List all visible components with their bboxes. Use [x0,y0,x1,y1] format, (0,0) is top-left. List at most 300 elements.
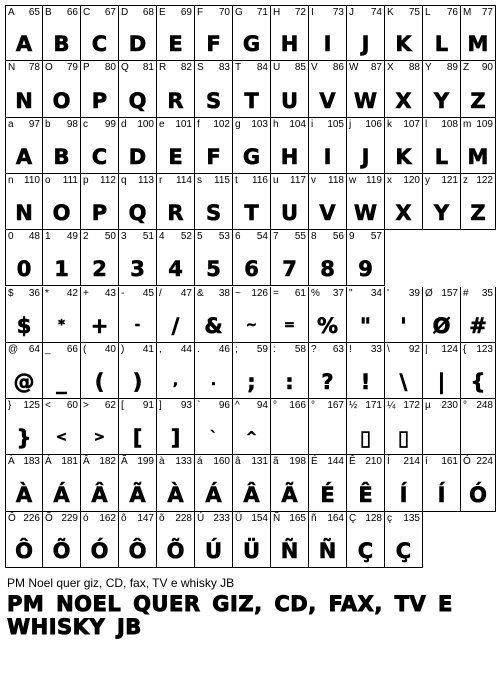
char-label: 1 [45,231,51,243]
glyph-sample: 2 [92,257,107,282]
glyph-sample: O [52,88,71,113]
char-cell [271,512,309,568]
glyph-sample: | [437,370,446,395]
char-label: J [349,7,354,18]
glyph-sample: H [280,144,299,169]
char-code: 80 [104,62,116,74]
char-code: 78 [28,62,40,74]
char-cell [271,5,309,61]
char-label: Y [425,62,432,74]
glyph-sample: ~ [246,317,257,333]
char-cell [157,399,195,455]
char-label: Ú [197,512,205,524]
char-cell [271,343,309,399]
char-cell [347,174,385,230]
char-cell [81,287,119,343]
char-cell [347,399,385,455]
glyph-sample: T [244,88,259,113]
char-label: q [121,174,127,186]
char-code: 131 [251,456,268,468]
char-cell [119,287,157,343]
glyph-sample: O [52,201,71,226]
char-cell [43,5,81,61]
char-cell [385,343,423,399]
char-cell [461,343,496,399]
glyph-sample: ; [247,370,256,395]
sample-text: PM NOEL QUER GIZ, CD, FAX, TV E WHISKY JB [7,592,453,639]
char-cell [461,287,496,343]
glyph-sample: Q [128,88,147,113]
char-code: 74 [370,7,382,18]
char-label: > [83,400,89,412]
char-code: 128 [365,512,382,524]
char-label: õ [159,512,165,524]
char-label: Q [121,62,129,74]
char-code: 42 [66,287,78,299]
char-cell [81,343,119,399]
glyph-sample: Í [437,482,446,507]
glyph-sample: X [395,88,412,113]
char-code: 41 [142,343,154,355]
char-label: ° [463,400,467,412]
glyph-sample: Á [53,482,70,507]
char-cell [195,118,233,174]
char-cell [385,61,423,117]
char-label: ~ [235,287,241,299]
char-code: 81 [142,62,154,74]
glyph-sample: S [205,88,222,113]
char-code: 182 [99,456,116,468]
glyph-sample: * [58,317,65,333]
char-code: 101 [175,118,192,130]
char-cell [195,174,233,230]
char-code: 172 [403,400,420,412]
glyph-sample: / [171,313,180,338]
glyph-sample: K [395,144,412,169]
char-code: 103 [251,118,268,130]
char-code: 133 [175,456,192,468]
glyph-sample: D [128,32,147,57]
char-code: 214 [403,456,420,468]
char-code: 181 [61,456,78,468]
glyph-sample: $ [16,313,32,338]
char-label: V [311,62,318,74]
char-code: 64 [28,343,40,355]
char-code: 83 [218,62,230,74]
char-label: ' [387,287,389,299]
char-cell [195,61,233,117]
char-label: B [45,7,52,18]
char-cell [271,118,309,174]
char-cell [423,174,461,230]
char-code: 91 [142,400,154,412]
char-label: ¼ [387,400,396,412]
char-label: F [197,7,204,18]
glyph-sample: R [167,201,184,226]
char-code: 122 [476,174,493,186]
char-label: x [387,174,392,186]
char-code: 49 [66,231,78,243]
char-label: M [463,7,472,18]
char-cell [347,118,385,174]
char-code: 53 [218,231,230,243]
char-cell [233,512,271,568]
char-code: 33 [370,343,382,355]
char-cell [233,5,271,61]
char-label: l [425,118,428,130]
char-code: 102 [213,118,230,130]
char-label: A [8,7,15,18]
char-code: 147 [137,512,154,524]
char-code: 135 [403,512,420,524]
char-cell [195,230,233,286]
char-cell [309,118,347,174]
glyph-sample: Õ [166,538,185,563]
glyph-sample: % [316,313,339,338]
char-cell [119,61,157,117]
char-cell [5,287,43,343]
glyph-sample: Z [470,201,486,226]
glyph-sample: > [94,430,105,446]
char-label: w [349,174,357,186]
glyph-sample: Ô [15,538,33,563]
glyph-sample: \ [399,370,408,395]
char-label: , [159,343,162,355]
glyph-sample: . [211,374,216,390]
char-code: 67 [104,7,116,18]
char-code: 52 [180,231,192,243]
char-cell [119,5,157,61]
char-code: 121 [441,174,458,186]
glyph-sample: F [206,144,221,169]
char-label: < [45,400,51,412]
glyph-sample: B [53,144,70,169]
char-cell [271,455,309,511]
char-code: 40 [104,343,116,355]
char-label: Ê [349,456,356,468]
glyph-sample: D [128,144,147,169]
char-cell [271,399,309,455]
char-code: 96 [218,400,230,412]
char-code: 43 [104,287,116,299]
char-code: 72 [294,7,306,18]
char-label: 8 [311,231,317,243]
char-cell [347,230,385,286]
char-cell [81,399,119,455]
char-code: 166 [289,400,306,412]
char-code: 88 [408,62,420,74]
char-cell [119,455,157,511]
char-code: 248 [476,400,493,412]
glyph-sample: : [285,370,294,395]
char-cell [5,343,43,399]
glyph-sample: ] [170,426,181,451]
char-cell [119,343,157,399]
char-code: 61 [294,287,306,299]
char-cell [195,343,233,399]
char-label: á [197,456,203,468]
char-code: 44 [180,343,192,355]
char-code: 100 [137,118,154,130]
glyph-sample: ! [360,370,371,395]
char-cell [461,399,496,455]
glyph-sample: Ç [357,538,374,563]
char-code: 109 [476,118,493,130]
char-label: * [45,287,49,299]
glyph-sample: Ó [90,538,109,563]
char-cell [157,512,195,568]
char-cell [43,118,81,174]
char-cell [309,174,347,230]
char-code: 161 [441,456,458,468]
glyph-sample: L [434,144,449,169]
char-code: 39 [408,287,420,299]
char-code: 98 [66,118,78,130]
glyph-sample: 8 [320,257,335,282]
char-label: T [235,62,242,74]
char-cell [309,230,347,286]
char-label: $ [8,287,14,299]
char-label: Á [45,456,52,468]
char-code: 115 [214,174,230,186]
glyph-sample: M [467,32,489,57]
char-label: # [463,287,469,299]
char-code: 119 [366,174,382,186]
char-label: 6 [235,231,241,243]
char-cell [233,61,271,117]
char-code: 60 [66,400,78,412]
char-label: É [311,456,318,468]
glyph-sample: ▯ [397,426,410,451]
glyph-sample: N [15,201,33,226]
glyph-sample: À [15,482,33,507]
char-cell [233,230,271,286]
char-code: 233 [213,512,230,524]
char-code: 123 [476,343,493,355]
char-label: u [273,174,279,186]
char-label: \ [387,343,390,355]
char-code: 116 [252,174,268,186]
char-cell [81,512,119,568]
char-code: 37 [332,287,344,299]
char-cell [423,343,461,399]
char-cell [119,118,157,174]
char-code: 198 [289,456,306,468]
char-code: 82 [180,62,192,74]
glyph-sample: Ñ [318,538,337,563]
char-cell [347,455,385,511]
char-code: 66 [66,343,78,355]
char-cell [119,512,157,568]
char-cell [5,230,43,286]
char-code: 154 [251,512,268,524]
char-code: 94 [256,400,268,412]
char-code: 114 [176,174,192,186]
char-code: 228 [175,512,192,524]
char-label: U [273,62,281,74]
char-cell [195,399,233,455]
glyph-sample: Ñ [280,538,299,563]
char-cell [157,287,195,343]
glyph-sample: U [280,201,299,226]
char-cell [347,61,385,117]
char-label: N [8,62,16,74]
char-cell [5,61,43,117]
char-code: 84 [256,62,268,74]
char-code: 46 [218,343,230,355]
char-label: Z [463,62,470,74]
char-code: 199 [137,456,154,468]
glyph-sample: W [353,88,378,113]
char-label: À [8,456,15,468]
char-code: 113 [138,174,154,186]
char-code: 124 [441,343,458,355]
glyph-sample: Ô [128,538,147,563]
char-label: D [121,7,129,18]
char-code: 110 [24,174,40,186]
char-code: 108 [441,118,458,130]
char-label: . [197,343,200,355]
glyph-sample: V [319,201,336,226]
char-code: 77 [481,7,493,18]
char-cell [385,399,423,455]
glyph-sample: Ø [432,313,451,338]
char-cell [233,455,271,511]
glyph-sample: N [15,88,33,113]
char-label: ` [197,400,201,412]
char-cell [5,5,43,61]
char-label: a [8,118,14,130]
char-cell [157,455,195,511]
char-label: ½ [349,400,358,412]
char-label: 3 [121,231,127,243]
char-label: Ã [121,456,128,468]
char-label: c [83,118,88,130]
char-label: 7 [273,231,279,243]
char-code: 105 [327,118,344,130]
char-cell [157,118,195,174]
char-label: ! [349,343,352,355]
char-label: ° [273,400,277,412]
glyph-sample: # [469,313,487,338]
glyph-sample: 7 [282,257,297,282]
char-label: 0 [8,231,14,243]
glyph-sample: H [280,32,299,57]
glyph-sample: Ã [281,482,298,507]
char-cell [347,343,385,399]
char-cell [309,61,347,117]
char-label: | [425,343,428,355]
glyph-sample: @ [13,370,35,395]
char-code: 229 [61,512,78,524]
char-label: 4 [159,231,165,243]
char-code: 230 [441,400,458,412]
char-cell [309,455,347,511]
char-code: 38 [218,287,230,299]
char-cell [461,61,496,117]
char-code: 50 [104,231,116,243]
glyph-sample: Y [433,88,450,113]
char-code: 65 [28,7,40,18]
glyph-sample: ' [400,313,407,338]
glyph-sample: < [56,430,67,446]
glyph-sample: I [323,144,332,169]
glyph-sample: J [361,32,370,57]
char-cell [5,399,43,455]
char-label: i [311,118,314,130]
char-cell [43,61,81,117]
char-code: 126 [251,287,268,299]
glyph-sample: C [91,32,108,57]
glyph-sample: , [173,374,178,390]
char-label: Â [83,456,90,468]
char-code: 47 [180,287,192,299]
glyph-sample: } [16,426,32,451]
glyph-sample: F [206,32,221,57]
char-code: 89 [446,62,458,74]
char-cell [423,118,461,174]
char-label: t [235,174,238,186]
char-label: ñ [311,512,317,524]
glyph-sample: E [168,32,183,57]
glyph-sample: G [242,144,261,169]
char-code: 118 [328,174,344,186]
glyph-sample: Õ [52,538,71,563]
char-label: P [83,62,90,74]
char-label: X [387,62,394,74]
char-label: ã [273,456,279,468]
glyph-sample: ( [94,370,105,395]
char-label: ^ [235,400,240,412]
char-label: [ [121,400,124,412]
char-label: Ó [463,456,471,468]
glyph-sample: 5 [206,257,221,282]
char-code: 62 [104,400,116,412]
glyph-sample: 4 [168,257,183,282]
char-label: Ø [425,287,433,299]
char-label: ; [235,343,238,355]
char-code: 59 [256,343,268,355]
glyph-sample: G [242,32,261,57]
char-code: 107 [403,118,420,130]
char-label: d [121,118,127,130]
char-cell [347,512,385,568]
glyph-sample: " [360,313,371,338]
char-label: _ [45,343,51,355]
char-label: ( [83,343,87,355]
char-cell [5,118,43,174]
glyph-sample: Â [243,482,260,507]
char-label: Õ [45,512,53,524]
char-code: 86 [332,62,344,74]
char-code: 54 [256,231,268,243]
char-code: 92 [408,343,420,355]
char-label: í [425,456,428,468]
char-code: 73 [332,7,344,18]
char-code: 93 [180,400,192,412]
glyph-sample: À [167,482,184,507]
char-label: ) [121,343,125,355]
char-cell [233,287,271,343]
char-code: 99 [104,118,116,130]
glyph-sample: - [134,317,141,333]
char-cell [43,174,81,230]
char-label: y [425,174,430,186]
char-cell [81,230,119,286]
char-code: 71 [256,7,268,18]
char-cell [385,5,423,61]
glyph-sample: S [205,201,222,226]
